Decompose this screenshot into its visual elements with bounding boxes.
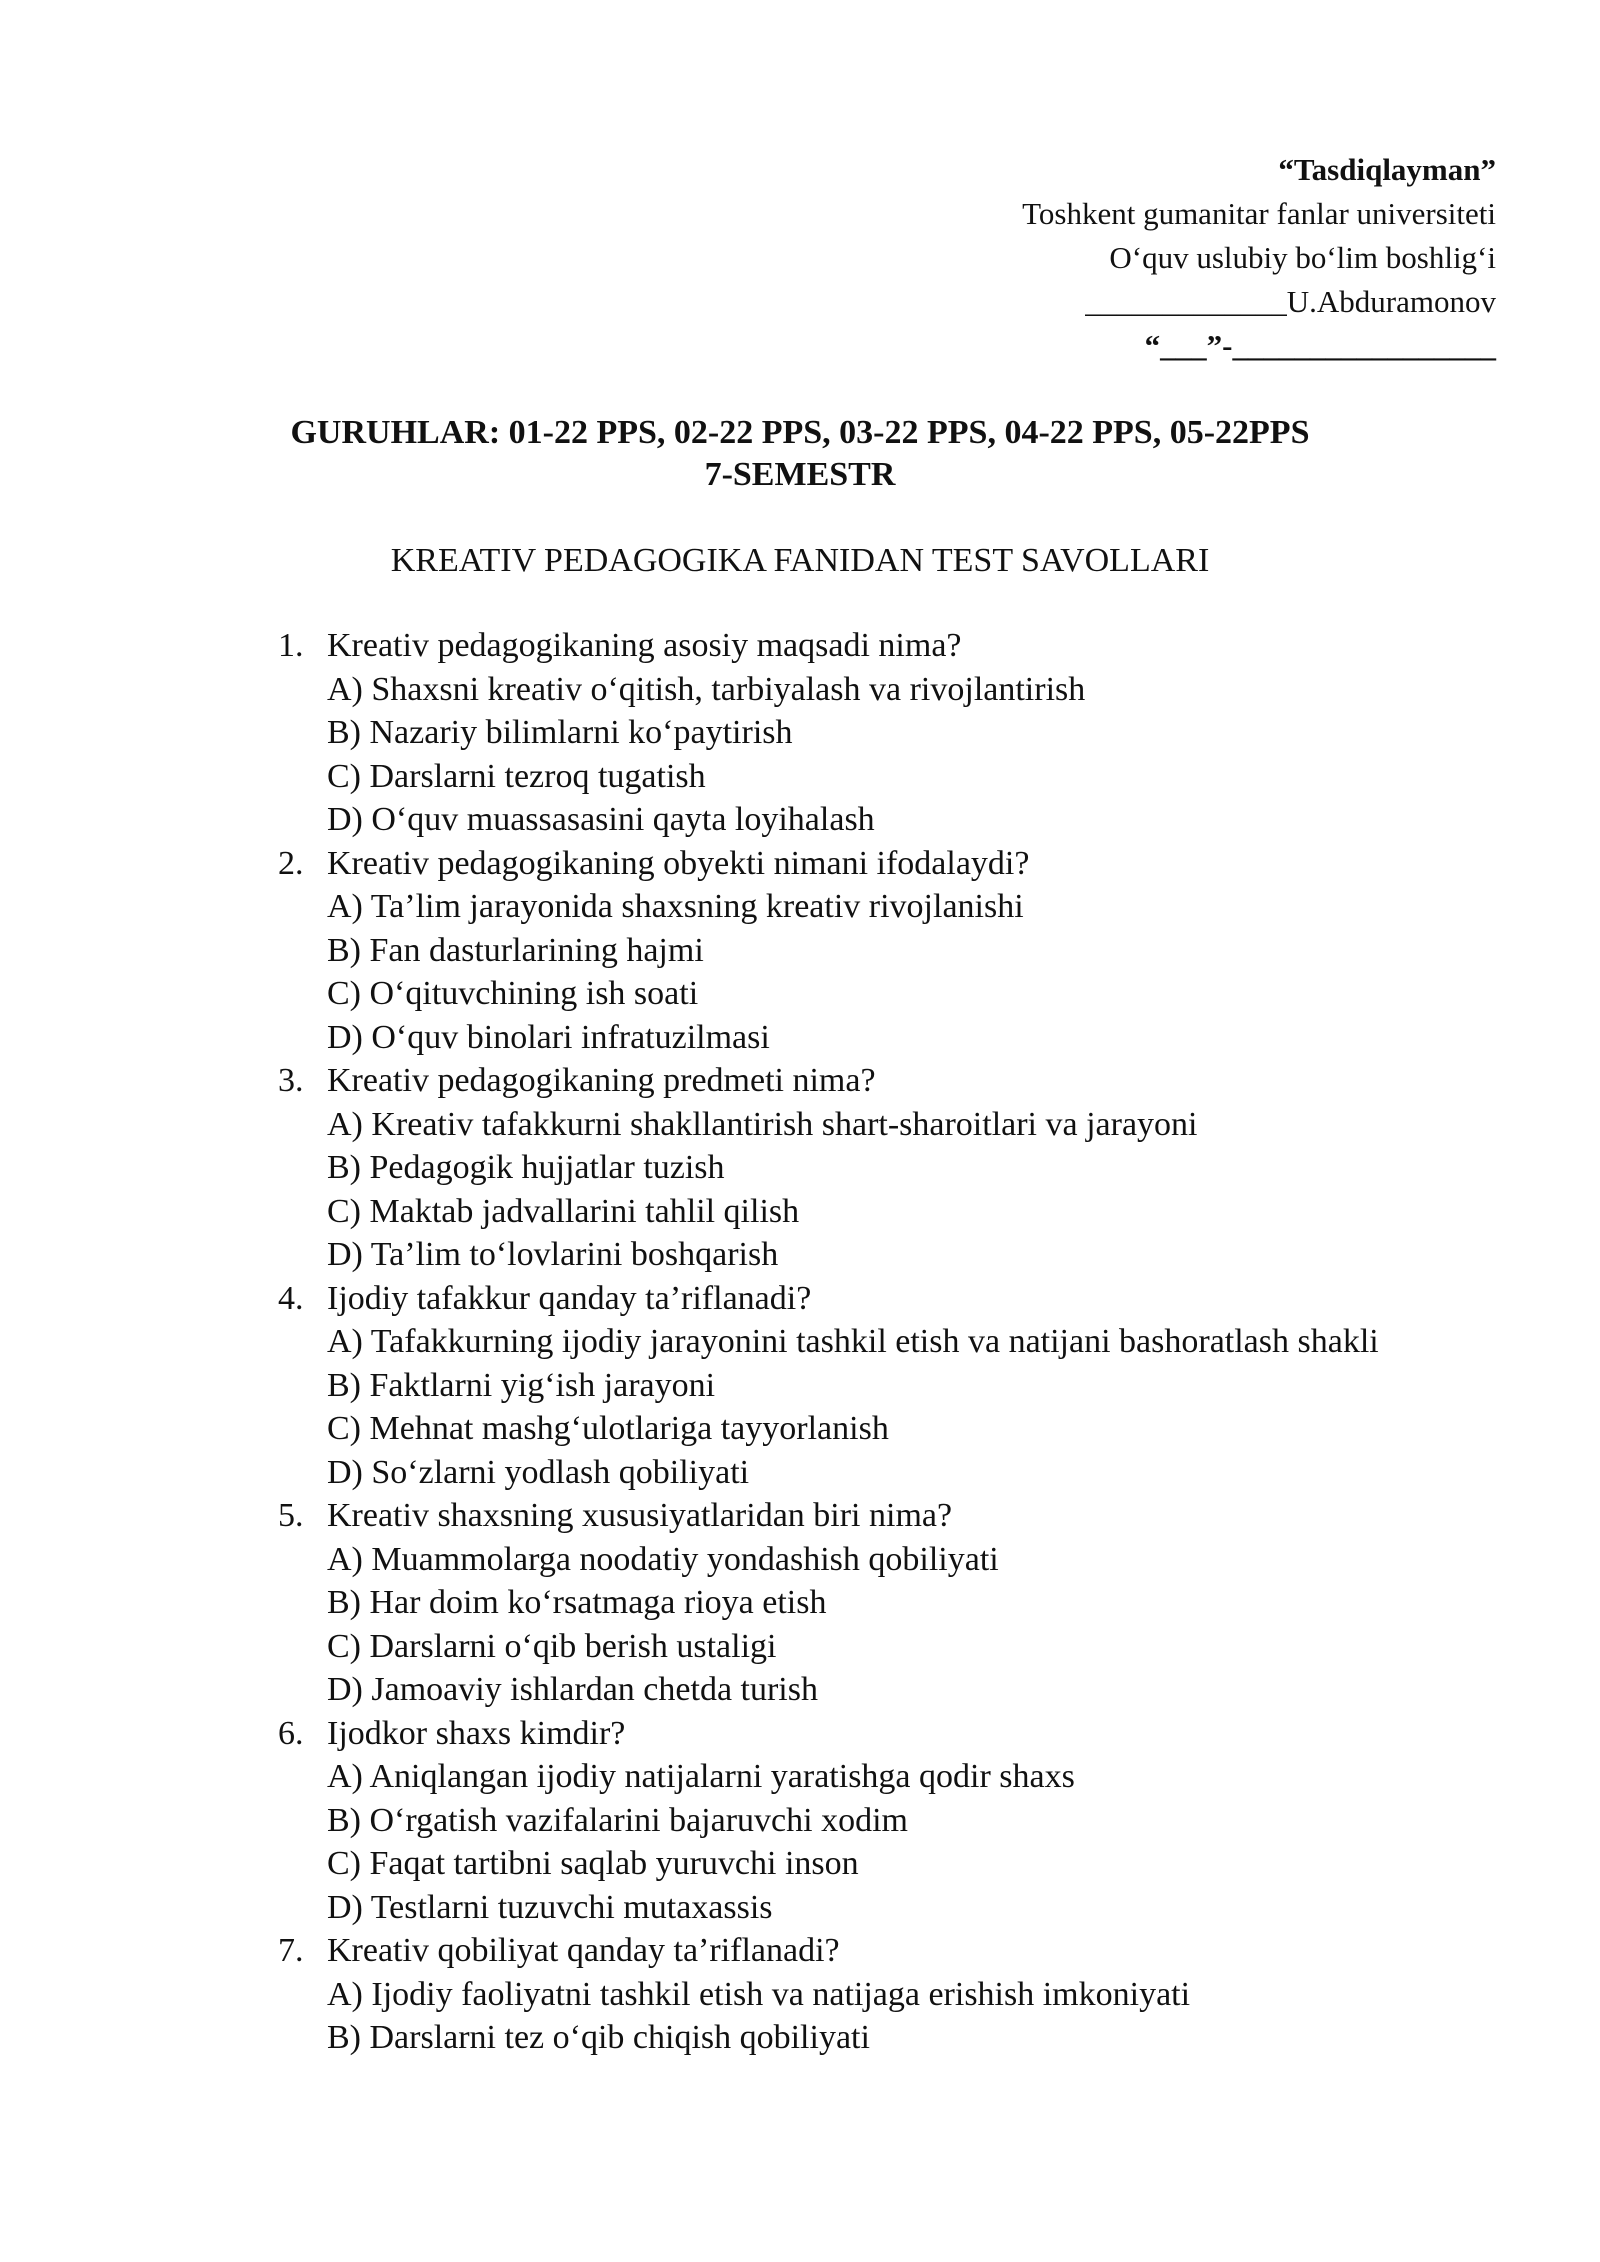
answer-option: C) Darslarni tezroq tugatish [327, 757, 706, 795]
answer-option: A) Shaxsni kreativ o‘qitish, tarbiyalash va rivojlantirish [327, 670, 1086, 708]
answer-option: C) Faqat tartibni saqlab yuruvchi inson [327, 1845, 859, 1882]
answer-option: C) Mehnat mashg‘ulotlariga tayyorlanish [327, 1410, 889, 1447]
question-text: Ijodiy tafakkur qanday ta’riflanadi? [327, 1279, 812, 1317]
approval-title: “Tasdiqlayman” [1278, 152, 1496, 187]
question-number: 4. [278, 1279, 304, 1317]
institution-name: Toshkent gumanitar fanlar universiteti [1022, 196, 1496, 231]
answer-options [327, 1320, 1438, 1494]
answer-option: D) O‘quv muassasasini qayta loyihalash [327, 801, 875, 838]
answer-option: C) O‘qituvchining ish soati [327, 975, 699, 1012]
question-text: Ijodkor shaxs kimdir? [327, 1714, 626, 1752]
answer-option: B) Fan dasturlarining hajmi [327, 931, 704, 969]
answer-option: D) Testlarni tuzuvchi mutaxassis [327, 1888, 773, 1926]
groups-heading [0, 412, 1600, 496]
question-item [278, 842, 1438, 1060]
answer-option: B) O‘rgatish vazifalarini bajaruvchi xodim [327, 1801, 908, 1839]
approver-position: O‘quv uslubiy bo‘lim boshlig‘i [1109, 240, 1496, 275]
question-item [278, 1494, 1438, 1712]
question-number: 1. [278, 627, 304, 664]
question-number: 2. [278, 844, 304, 882]
date-line: “___”-_________________ [1144, 328, 1496, 363]
answer-option: D) O‘quv binolari infratuzilmasi [327, 1018, 770, 1056]
answer-options [327, 1538, 1438, 1712]
groups-list: GURUHLAR: 01-22 PPS, 02-22 PPS, 03-22 PPS, 04-22 PPS, 05-22PPS [290, 414, 1310, 451]
answer-option: B) Nazariy bilimlarni ko‘paytirish [327, 714, 793, 751]
answer-option: B) Har doim ko‘rsatmaga rioya etish [327, 1584, 827, 1621]
answer-option: B) Faktlarni yig‘ish jarayoni [327, 1366, 716, 1404]
question-text: Kreativ shaxsning xususiyatlaridan biri nima? [327, 1497, 953, 1534]
answer-option: A) Tafakkurning ijodiy jarayonini tashkil etish va natijani bashoratlash shakli [327, 1323, 1379, 1360]
question-text: Kreativ qobiliyat qanday ta’riflanadi? [327, 1932, 840, 1969]
semester-label: 7-SEMESTR [704, 456, 896, 493]
answer-option: D) So‘zlarni yodlash qobiliyati [327, 1453, 750, 1491]
answer-option: A) Aniqlangan ijodiy natijalarni yaratishga qodir shaxs [327, 1758, 1075, 1795]
answer-option: A) Kreativ tafakkurni shakllantirish shart-sharoitlari va jarayoni [327, 1105, 1198, 1143]
question-list [278, 624, 1438, 2060]
answer-option: A) Ta’lim jarayonida shaxsning kreativ rivojlanishi [327, 888, 1024, 925]
question-text: Kreativ pedagogikaning asosiy maqsadi nima? [327, 627, 962, 664]
signature-line: _____________U.Abduramonov [1085, 284, 1496, 319]
answer-option: B) Pedagogik hujjatlar tuzish [327, 1149, 725, 1186]
document-title: KREATIV PEDAGOGIKA FANIDAN TEST SAVOLLARI [390, 542, 1210, 579]
question-number: 6. [278, 1714, 304, 1752]
approval-block [1022, 148, 1496, 368]
answer-option: A) Ijodiy faoliyatni tashkil etish va natijaga erishish imkoniyati [327, 1975, 1191, 2013]
answer-option: B) Darslarni tez o‘qib chiqish qobiliyati [327, 2019, 870, 2056]
question-number: 5. [278, 1497, 304, 1534]
question-text: Kreativ pedagogikaning obyekti nimani ifodalaydi? [327, 844, 1030, 882]
question-item [278, 1929, 1438, 2060]
answer-options [327, 668, 1438, 842]
question-number: 3. [278, 1062, 304, 1099]
answer-options [327, 1973, 1438, 2060]
question-item [278, 1277, 1438, 1495]
answer-option: D) Jamoaviy ishlardan chetda turish [327, 1671, 818, 1708]
answer-options [327, 885, 1438, 1059]
question-item [278, 624, 1438, 842]
answer-options [327, 1103, 1438, 1277]
answer-option: A) Muammolarga noodatiy yondashish qobiliyati [327, 1540, 999, 1578]
question-item [278, 1059, 1438, 1277]
answer-options [327, 1755, 1438, 1929]
question-item [278, 1712, 1438, 1930]
question-number: 7. [278, 1932, 304, 1969]
answer-option: C) Darslarni o‘qib berish ustaligi [327, 1627, 777, 1665]
answer-option: C) Maktab jadvallarini tahlil qilish [327, 1192, 800, 1230]
question-text: Kreativ pedagogikaning predmeti nima? [327, 1062, 876, 1099]
answer-option: D) Ta’lim to‘lovlarini boshqarish [327, 1236, 779, 1273]
